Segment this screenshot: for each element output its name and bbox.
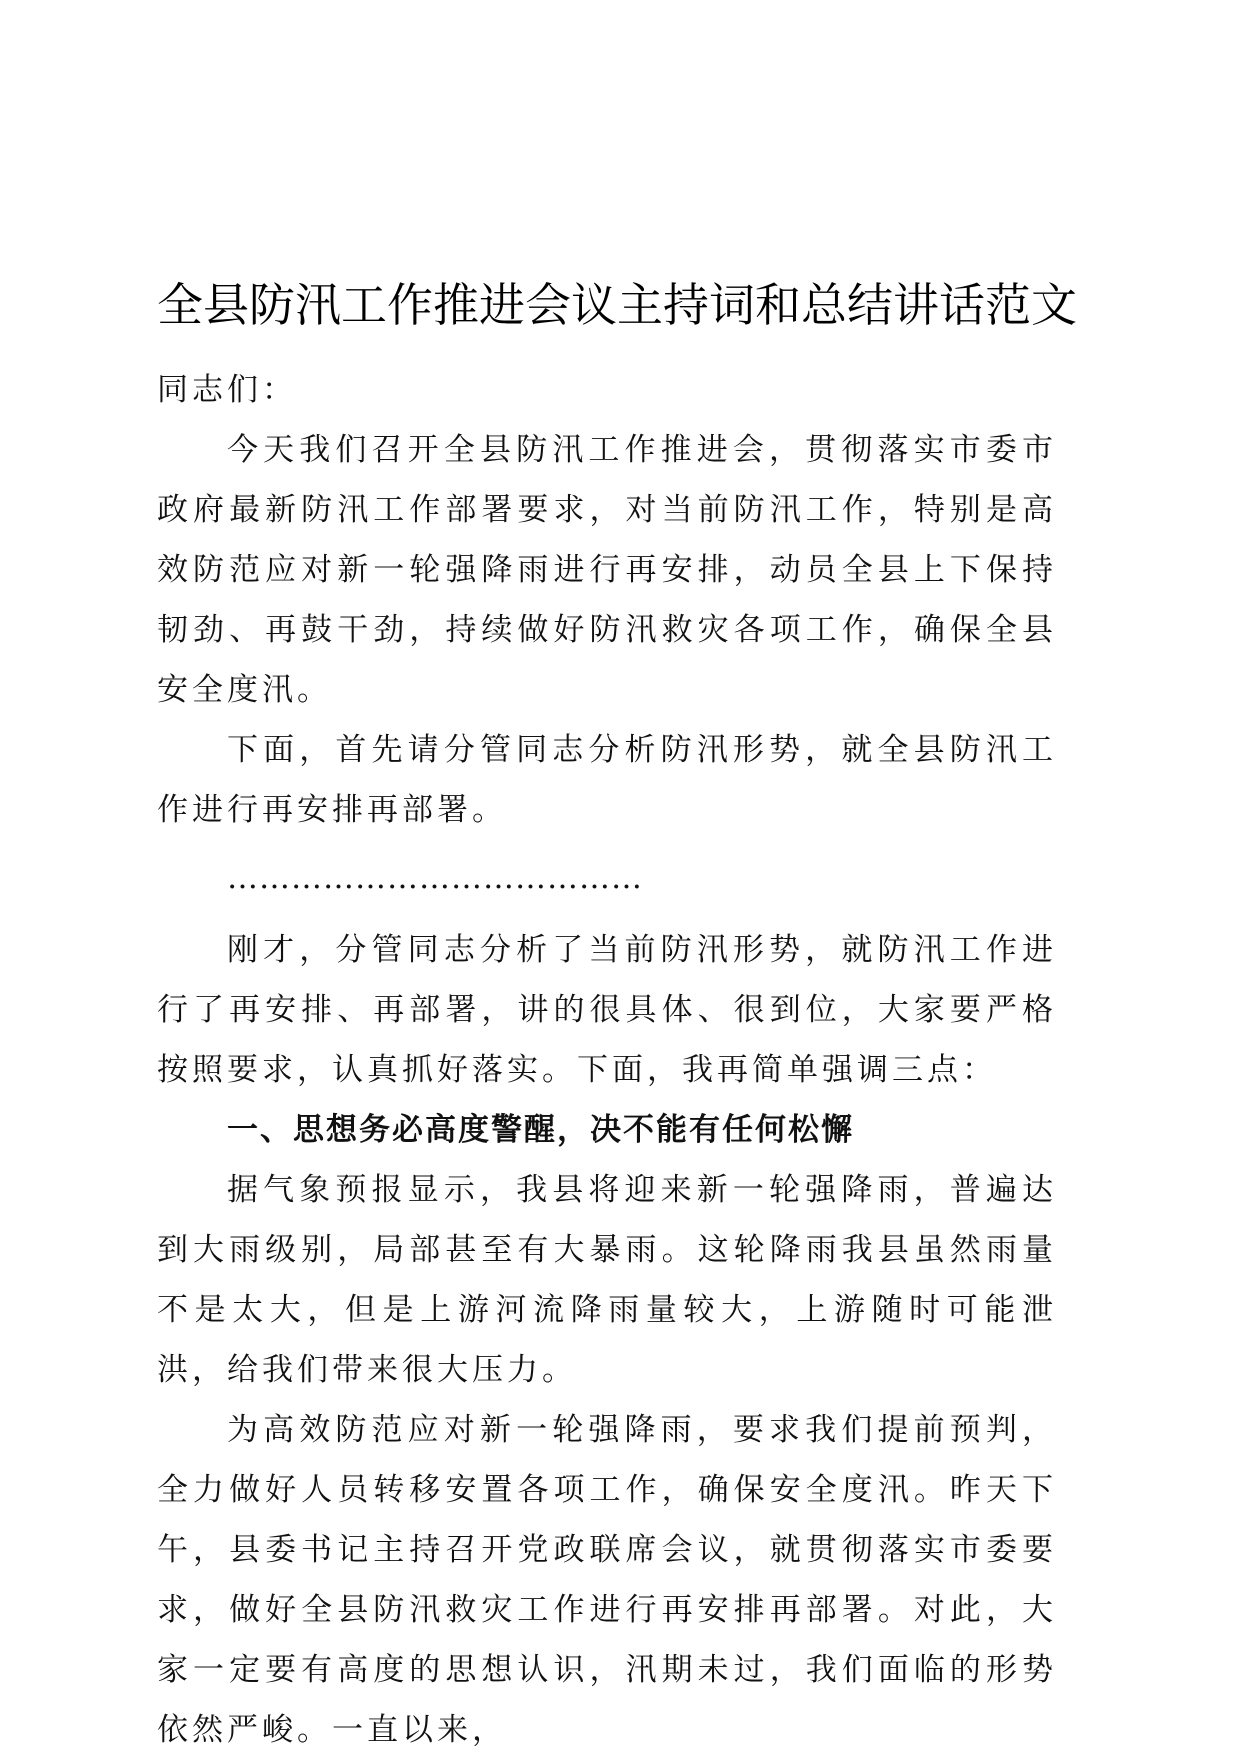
paragraph-response-requirements: 为高效防范应对新一轮强降雨，要求我们提前预判，全力做好人员转移安置各项工作，确保安全度汛。昨天下午，县委书记主持召开党政联席会议，就贯彻落实市委要求，做好全县防汛救灾工作进行再安排再部署。对此，大家一定要有高度的思想认识，汛期未过，我们面临的形势依然严峻。一直以来， (157, 1412, 1057, 1748)
paragraph-introduction: 下面，首先请分管同志分析防汛形势，就全县防汛工作进行再安排再部署。 (157, 732, 1057, 828)
section-heading-1: 一、思想务必高度警醒，决不能有任何松懈 (227, 1112, 854, 1148)
paragraph-opening: 今天我们召开全县防汛工作推进会，贯彻落实市委市政府最新防汛工作部署要求，对当前防汛工作，特别是高效防范应对新一轮强降雨进行再安排，动员全县上下保持韧劲、再鼓干劲，持续做好防汛救灾各项工作，确保全县安全度汛。 (157, 432, 1057, 708)
paragraph-summary: 刚才，分管同志分析了当前防汛形势，就防汛工作进行了再安排、再部署，讲的很具体、很到位，大家要严格按照要求，认真抓好落实。下面，我再简单强调三点： (157, 932, 1057, 1088)
document-title: 全县防汛工作推进会议主持词和总结讲话范文 (157, 278, 1077, 332)
salutation: 同志们： (157, 372, 297, 408)
paragraph-weather-forecast: 据气象预报显示，我县将迎来新一轮强降雨，普遍达到大雨级别，局部甚至有大暴雨。这轮降雨我县虽然雨量不是太大，但是上游河流降雨量较大，上游随时可能泄洪，给我们带来很大压力。 (157, 1172, 1057, 1388)
separator-dots: ………………………………… (227, 860, 643, 896)
document-body (157, 360, 1057, 1760)
